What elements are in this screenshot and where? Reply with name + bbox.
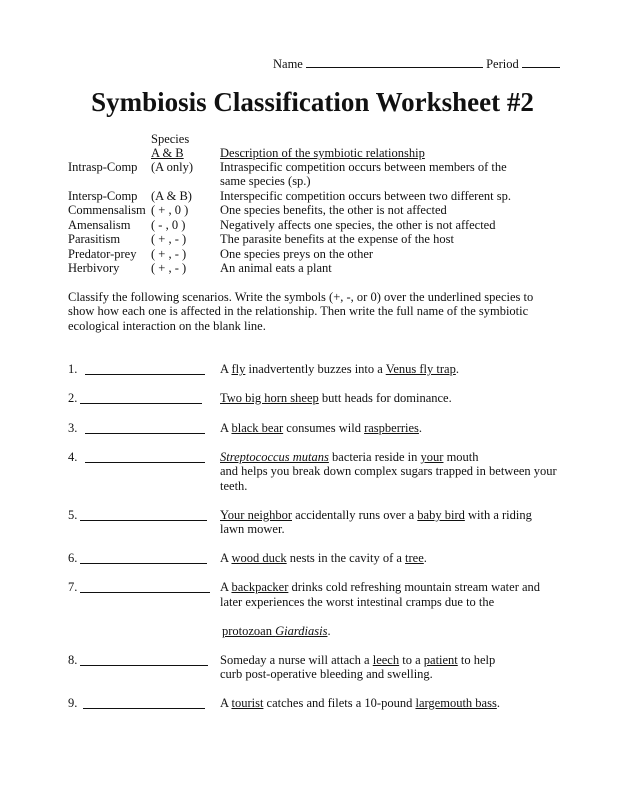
question-number: 9. xyxy=(68,696,78,710)
period-label: Period xyxy=(486,57,519,71)
question-number: 8. xyxy=(68,653,78,667)
key-symbol: ( + , - ) xyxy=(151,247,187,261)
question-number: 5. xyxy=(68,508,78,522)
answer-blank[interactable] xyxy=(80,552,207,564)
instructions-line: Classify the following scenarios. Write the symbols (+, -, or 0) over the underlined species to xyxy=(68,290,534,304)
answer-blank[interactable] xyxy=(85,363,205,375)
description-header: Description of the symbiotic relationship xyxy=(220,146,425,160)
species-header-top: Species xyxy=(151,132,190,146)
question-text: Your neighbor accidentally runs over a baby bird with a riding xyxy=(220,508,532,522)
question-text: Someday a nurse will attach a leech to a patient to help xyxy=(220,653,496,667)
key-term: Intersp-Comp xyxy=(68,189,138,203)
key-term: Herbivory xyxy=(68,261,120,275)
question-text-cont: and helps you break down complex sugars trapped in between your xyxy=(220,464,557,478)
answer-blank[interactable] xyxy=(80,392,202,404)
question-text-cont: lawn mower. xyxy=(220,522,285,536)
key-term: Parasitism xyxy=(68,232,121,246)
key-description: Negatively affects one species, the other is not affected xyxy=(220,218,496,232)
question-number: 6. xyxy=(68,551,78,565)
question-number: 1. xyxy=(68,362,78,376)
question-text-cont: teeth. xyxy=(220,479,248,493)
key-symbol: ( - , 0 ) xyxy=(151,218,186,232)
name-blank[interactable] xyxy=(306,56,483,68)
key-term: Amensalism xyxy=(68,218,131,232)
question-number: 7. xyxy=(68,580,78,594)
key-term: Predator-prey xyxy=(68,247,137,261)
key-description: One species preys on the other xyxy=(220,247,374,261)
key-symbol: (A only) xyxy=(151,160,194,174)
instructions-line: ecological interaction on the blank line. xyxy=(68,319,266,333)
species-header-bottom: A & B xyxy=(151,146,184,160)
key-symbol: ( + , - ) xyxy=(151,232,187,246)
question-number: 3. xyxy=(68,421,78,435)
answer-blank[interactable] xyxy=(80,581,210,593)
page-title: Symbiosis Classification Worksheet #2 xyxy=(91,87,534,117)
question-text: Streptococcus mutans bacteria reside in your mouth xyxy=(220,450,479,464)
period-blank[interactable] xyxy=(522,56,560,68)
question-text: A fly inadvertently buzzes into a Venus fly trap. xyxy=(220,362,459,376)
answer-blank[interactable] xyxy=(85,451,205,463)
instructions-line: show how each one is affected in the relationship. Then write the full name of the symbiotic xyxy=(68,304,529,318)
answer-blank[interactable] xyxy=(80,654,208,666)
question-text: A black bear consumes wild raspberries. xyxy=(220,421,423,435)
key-description: Intraspecific competition occurs between members of the xyxy=(220,160,507,174)
question-text: Two big horn sheep butt heads for dominance. xyxy=(220,391,452,405)
question-text: A backpacker drinks cold refreshing mountain stream water and xyxy=(220,580,541,594)
question-text-cont: later experiences the worst intestinal cramps due to the xyxy=(220,595,495,609)
answer-blank[interactable] xyxy=(85,422,205,434)
key-term: Intrasp-Comp xyxy=(68,160,138,174)
key-description: One species benefits, the other is not affected xyxy=(220,203,447,217)
key-description: The parasite benefits at the expense of the host xyxy=(220,232,454,246)
key-term: Commensalism xyxy=(68,203,146,217)
question-number: 2. xyxy=(68,391,78,405)
key-symbol: ( + , 0 ) xyxy=(151,203,189,217)
name-label-line xyxy=(273,56,560,72)
key-symbol: ( + , - ) xyxy=(151,261,187,275)
answer-blank[interactable] xyxy=(83,697,205,709)
question-text-cont: protozoan Giardiasis. xyxy=(222,624,331,638)
question-text: A wood duck nests in the cavity of a tree. xyxy=(220,551,427,565)
question-number: 4. xyxy=(68,450,78,464)
key-description-cont: same species (sp.) xyxy=(220,174,311,188)
question-text: A tourist catches and filets a 10-pound largemouth bass. xyxy=(220,696,500,710)
name-label: Name xyxy=(273,57,303,71)
key-description: An animal eats a plant xyxy=(220,261,332,275)
key-description: Interspecific competition occurs between two different sp. xyxy=(220,189,511,203)
question-text-cont: curb post-operative bleeding and swelling. xyxy=(220,667,433,681)
answer-blank[interactable] xyxy=(80,509,207,521)
key-symbol: (A & B) xyxy=(151,189,192,203)
